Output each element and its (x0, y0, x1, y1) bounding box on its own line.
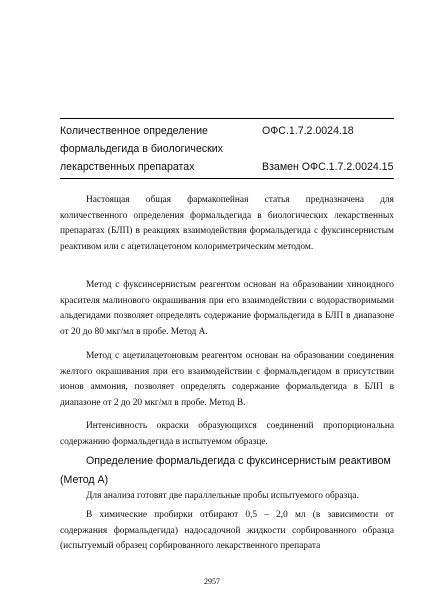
header-bottom-rule (60, 178, 394, 179)
section-heading (60, 452, 394, 490)
paragraph-two-samples: Для анализа готовят две параллельные пробы испытуемого образца. (86, 491, 359, 501)
paragraph-intro: Настоящая общая фармакопейная статья предназначена для количественного определения формальдегида в биологических лекарственных препаратах (БЛП) в реакциях взаимодействия формальдегида с фуксинсернистым реактивом или с ацетилацетоном колориметрическим методом. (60, 195, 394, 252)
section-heading-line-1: Определение формальдегида с фуксинсернистым реактивом (86, 455, 391, 467)
paragraph-method-b: Метод с ацетилацетоновым реагентом основан на образовании соединения желтого окрашивания при его взаимодействии с формальдегидом в присутствии ионов аммония, позволяет определять содержание формальдегида в БЛП в диапазоне от 2 до 20 мкг/мл в пробе. Метод В. (60, 351, 394, 408)
header-top-rule (60, 118, 394, 119)
header-document-code: ОФС.1.7.2.0024.18 (262, 125, 354, 137)
page-number: 2957 (204, 577, 220, 586)
header-title-line-1: Количественное определение (60, 125, 208, 137)
section-heading-line-2: (Метод А) (60, 474, 109, 486)
header-title-line-2: формальдегида в биологических (60, 143, 223, 155)
paragraph-test-tubes: В химические пробирки отбирают 0,5 – 2,0 мл (в зависимости от содержания формальдегида) надосадочной жидкости сорбированного образца (испытуемый образец сорбированного лекарственного препарата (60, 510, 394, 552)
paragraph-method-a: Метод с фуксинсернистым реагентом основан на образовании хиноидного красителя малинового окрашивания при его взаимодействии с водорастворимыми альдегидами позволяет определять содержание формальдегида в БЛП в диапазоне от 20 до 80 мкг/мл в пробе. Метод А. (60, 280, 394, 337)
paragraph-intensity: Интенсивность окраски образующихся соединений пропорциональна содержанию формальдегида в испытуемом образце. (60, 421, 394, 447)
header-title-line-3: лекарственных препаратах (60, 161, 195, 173)
header-replaces-code: Взамен ОФС.1.7.2.0024.15 (262, 161, 394, 173)
